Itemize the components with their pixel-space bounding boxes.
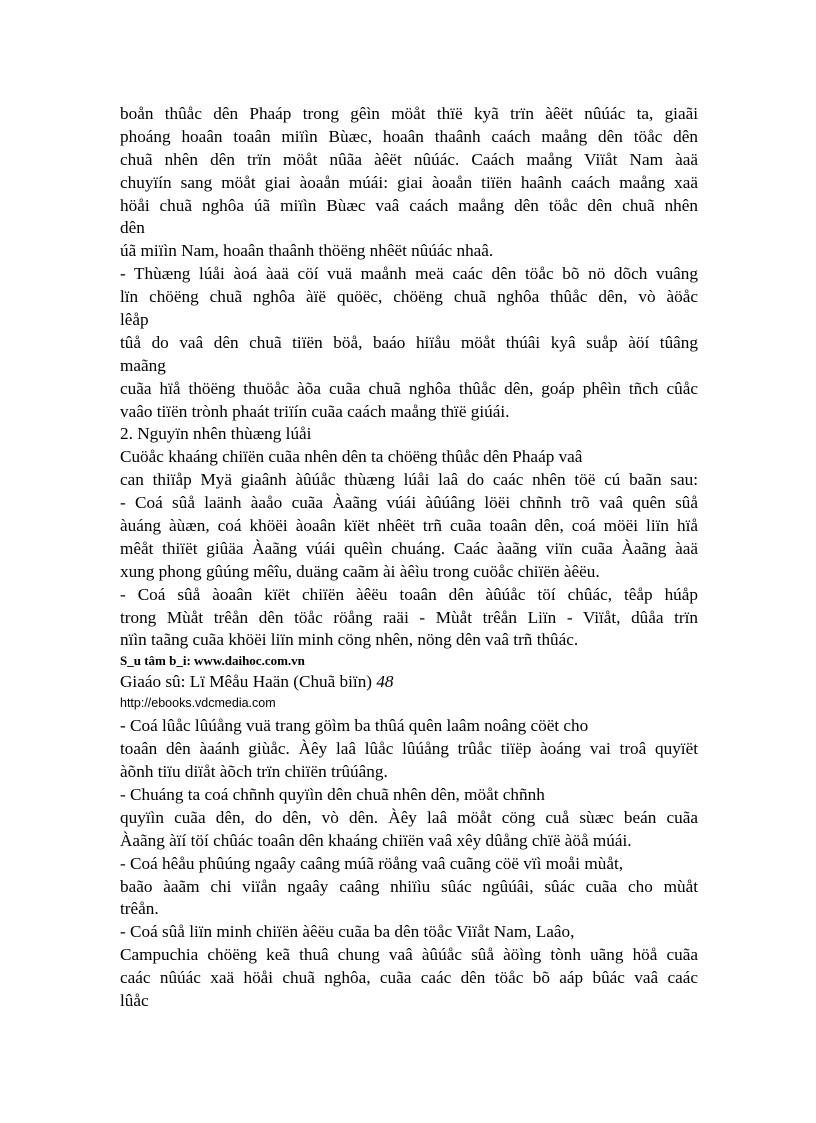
source-credit: S_u tâm b_i: www.daihoc.com.vn [120, 653, 305, 669]
text-line: toaân dên àaánh giùåc. Àêy laâ lûåc lûúång trûåc tiïëp àoáng vai troâ quyïët [120, 739, 698, 759]
text-line: höåi chuã nghôa úã miïìn Bùæc vaâ caách maång dên töåc dên chuã nhên [120, 195, 698, 215]
text-line: quyïìn cuãa dên, do dên, vò dên. Àêy laâ möåt cöng cuå sùæc beán cuãa [120, 807, 698, 827]
source-url: http://ebooks.vdcmedia.com [120, 696, 276, 711]
text-line: lêåp [120, 310, 149, 330]
text-line: àuáng àùæn, coá khöëi àoaân kïët nhêët trñ cuãa toaân dên, coá möëi liïn hïå [120, 516, 698, 536]
text-line: - Coá sûå liïn minh chiïën àêëu cuãa ba dên töåc Viïåt Nam, Laâo, [120, 922, 575, 942]
author-credit [120, 671, 698, 694]
text-line: trêån. [120, 899, 159, 919]
text-line: nïìn taãng cuãa khöëi liïn minh cöng nhên, nöng dên vaâ trñ thûác. [120, 630, 579, 650]
text-line: - Thùæng lúåi àoá àaä cöí vuä maånh meä caác dên töåc bõ nö dõch vuâng [120, 264, 698, 284]
text-line: lïn chöëng chuã nghôa àïë quöëc, chöëng chuã nghôa thûåc dên, vò àöåc [120, 287, 698, 307]
text-line: Àaãng àïí töí chûác toaân dên khaáng chiïën vaâ xêy dûång chïë àöå múái. [120, 830, 632, 850]
text-line: àõnh tiïu diïåt àõch trïn chiïën trûúâng. [120, 762, 388, 782]
page-number: 48 [376, 672, 394, 692]
text-line: - Coá sûå àoaân kïët chiïën àêëu toaân dên àûúåc töí chûác, têåp húåp [120, 584, 698, 604]
text-line: trong Mùåt trêån dên töåc röång raäi - Mùåt trêån Liïn - Viïåt, dûåa trïn [120, 607, 698, 627]
text-line: maãng [120, 355, 166, 375]
text-line: Cuöåc khaáng chiïën cuãa nhên dên ta chöëng thûåc dên Phaáp vaâ [120, 447, 583, 467]
text-line: chuyïín sang möåt giai àoaån múái: giai àoaån tiïën haânh caách maång xaä [120, 172, 698, 192]
text-line: boån thûåc dên Phaáp trong gêìn möåt thïë kyã trïn àêët nûúác ta, giaãi [120, 104, 698, 123]
section-heading: 2. Nguyïn nhên thùæng lúåi [120, 424, 312, 444]
text-line: lûåc [120, 990, 149, 1010]
document-page [120, 103, 698, 1013]
text-line: Campuchia chöëng keã thuâ chung vaâ àûúåc sûå àöìng tònh uãng höå cuãa [120, 945, 698, 965]
text-line: chuã nhên dên trïn möåt nûãa àêët nûúác. Caách maång Viïåt Nam àaä [120, 149, 698, 169]
text-line: dên [120, 218, 145, 238]
text-line: - Coá hêåu phûúng ngaây caâng múã röång vaâ cuãng cöë vïì moåi mùåt, [120, 853, 624, 873]
author-text: Giaáo sû: Lï Mêåu Haän (Chuã biïn) [120, 672, 377, 692]
text-line: mêåt thiïët giûäa Àaãng vúái quêìn chuáng. Caác àaãng viïn cuãa Àaãng àaä [120, 538, 698, 558]
text-line: can thiïåp Myä giaânh àûúåc thùæng lúåi laâ do caác nhên töë cú baãn sau: [120, 470, 698, 490]
text-line: - Coá sûå laänh àaåo cuãa Àaãng vúái àûúâng löëi chñnh trõ vaâ quên sûå [120, 493, 698, 513]
text-line: baão àaãm chi viïån ngaây caâng nhiïìu sûác ngûúâi, sûác cuãa cho mùåt [120, 876, 698, 896]
text-line: phoáng hoaân toaân miïìn Bùæc, hoaân thaânh caách maång dên töåc dên [120, 126, 698, 146]
text-line: tûå do vaâ dên chuã tiïën böå, baáo hiïåu möåt thúâi kyâ suåp àöí tûâng [120, 332, 698, 352]
text-line: - Coá lûåc lûúång vuä trang göìm ba thûá quên laâm noâng cöët cho [120, 716, 589, 736]
text-line: - Chuáng ta coá chñnh quyïìn dên chuã nhên dên, möåt chñnh [120, 784, 545, 804]
text-line: cuãa hïå thöëng thuöåc àõa cuãa chuã nghôa thûåc dên, goáp phêìn tñch cûåc [120, 378, 698, 398]
text-line: vaâo tiïën trònh phaát triïín cuãa caách maång thïë giúái. [120, 401, 510, 421]
text-line: caác nûúác xaä höåi chuã nghôa, cuãa caác dên töåc bõ aáp bûác vaâ caác [120, 968, 698, 988]
text-line: úã miïìn Nam, hoaân thaânh thöëng nhêët nûúác nhaâ. [120, 241, 494, 261]
text-line: xung phong gûúng mêîu, duäng caãm ài àêìu trong cuöåc chiïën àêëu. [120, 561, 600, 581]
